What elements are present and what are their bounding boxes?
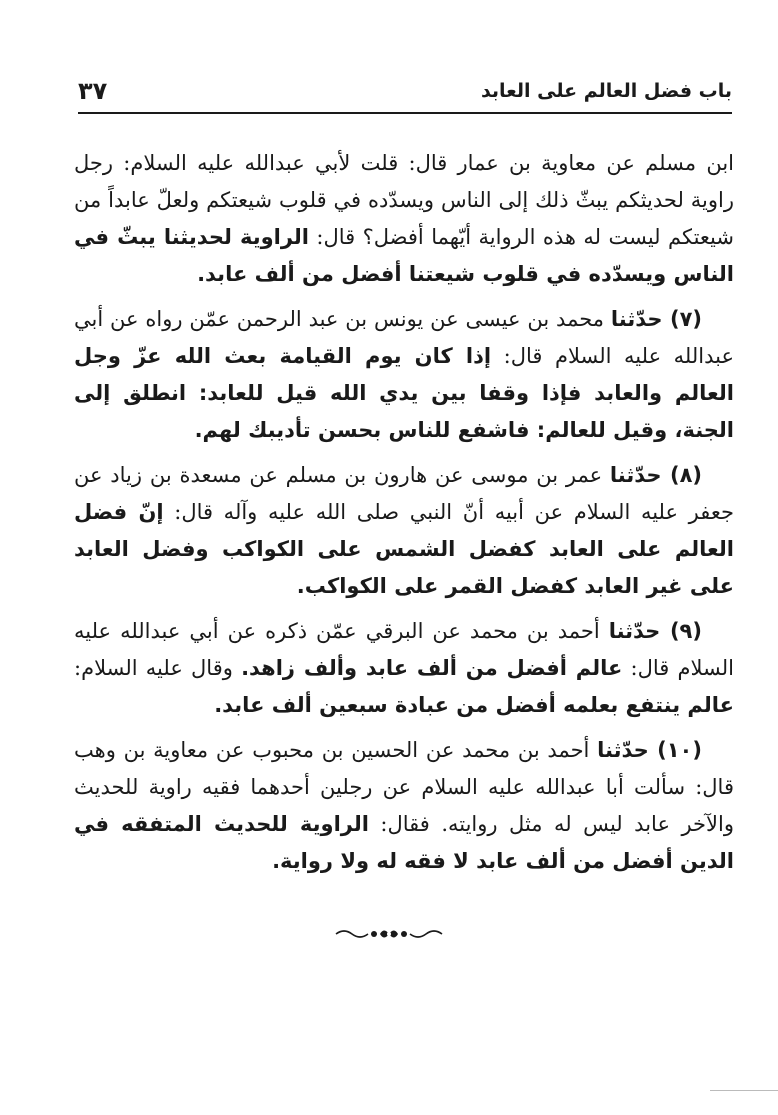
bold-run: (٨) حدّثنا [609, 463, 702, 487]
bold-run: عالم أفضل من ألف عابد وألف زاهد. [241, 656, 623, 680]
bold-run: إنّ فضل العالم على العابد كفضل الشمس على الكواكب وفضل العابد على غير العابد كفضل القمر على الكواكب. [74, 500, 734, 598]
page-body [74, 145, 734, 888]
text-run: عمر بن موسى عن هارون بن مسلم عن مسعدة بن زياد عن جعفر عليه السلام عن أبيه أنّ النبي صلى الله عليه وآله قال: [74, 463, 734, 524]
text-run: محمد بن عيسى عن يونس بن عبد الرحمن عمّن رواه عن أبي عبدالله عليه السلام قال: [74, 307, 734, 368]
bold-run: (٩) حدّثنا [608, 619, 702, 643]
paragraph-hadith-10 [74, 732, 734, 880]
bold-run: إذا كان يوم القيامة بعث الله عزّ وجل العالم والعابد فإذا وقفا بين يدي الله قيل للعابد: انطلق إلى الجنة، وقيل للعالم: فاشفع للناس بحسن تأديبك لهم. [74, 344, 734, 442]
bold-run: (١٠) حدّثنا [597, 738, 702, 762]
page-header [78, 70, 732, 114]
footer-rule [710, 1090, 778, 1091]
bold-run: عالم ينتفع بعلمه أفضل من عبادة سبعين ألف عابد. [214, 693, 734, 717]
text-run: وقال عليه السلام: [74, 656, 242, 680]
ornament-divider [0, 925, 778, 947]
bold-run: الراوية للحديث المتفقه في الدين أفضل من ألف عابد لا فقه له ولا رواية. [74, 812, 734, 873]
chapter-title: باب فضل العالم على العابد [480, 80, 732, 102]
bold-run: (٧) حدّثنا [610, 307, 702, 331]
paragraph-hadith-7 [74, 301, 734, 449]
paragraph-hadith-8 [74, 457, 734, 605]
text-run: أحمد بن محمد عن الحسين بن محبوب عن معاوية بن وهب قال: سألت أبا عبدالله عليه السلام عن رجلين أحدهما فقيه راوية للحديث والآخر عابد ليس له مثل روايته. فقال: [74, 738, 734, 836]
text-run: أحمد بن محمد عن البرقي عمّن ذكره عن أبي عبدالله عليه السلام قال: [74, 619, 734, 680]
paragraph-hadith-9 [74, 613, 734, 724]
text-run: ابن مسلم عن معاوية بن عمار قال: قلت لأبي عبدالله عليه السلام: رجل راوية لحديثكم يبثّ ذلك إلى الناس ويسدّده في قلوب شيعتكم ولعلّ عابداً من شيعتكم ليست له هذه الرواية أيّهما أفضل؟ قال: [74, 151, 734, 249]
paragraph-1 [74, 145, 734, 293]
page-number: ٣٧ [78, 77, 108, 105]
ornament-icon [334, 925, 444, 943]
bold-run: الراوية لحديثنا يبثّ في الناس ويسدّده في قلوب شيعتنا أفضل من ألف عابد. [74, 225, 734, 286]
